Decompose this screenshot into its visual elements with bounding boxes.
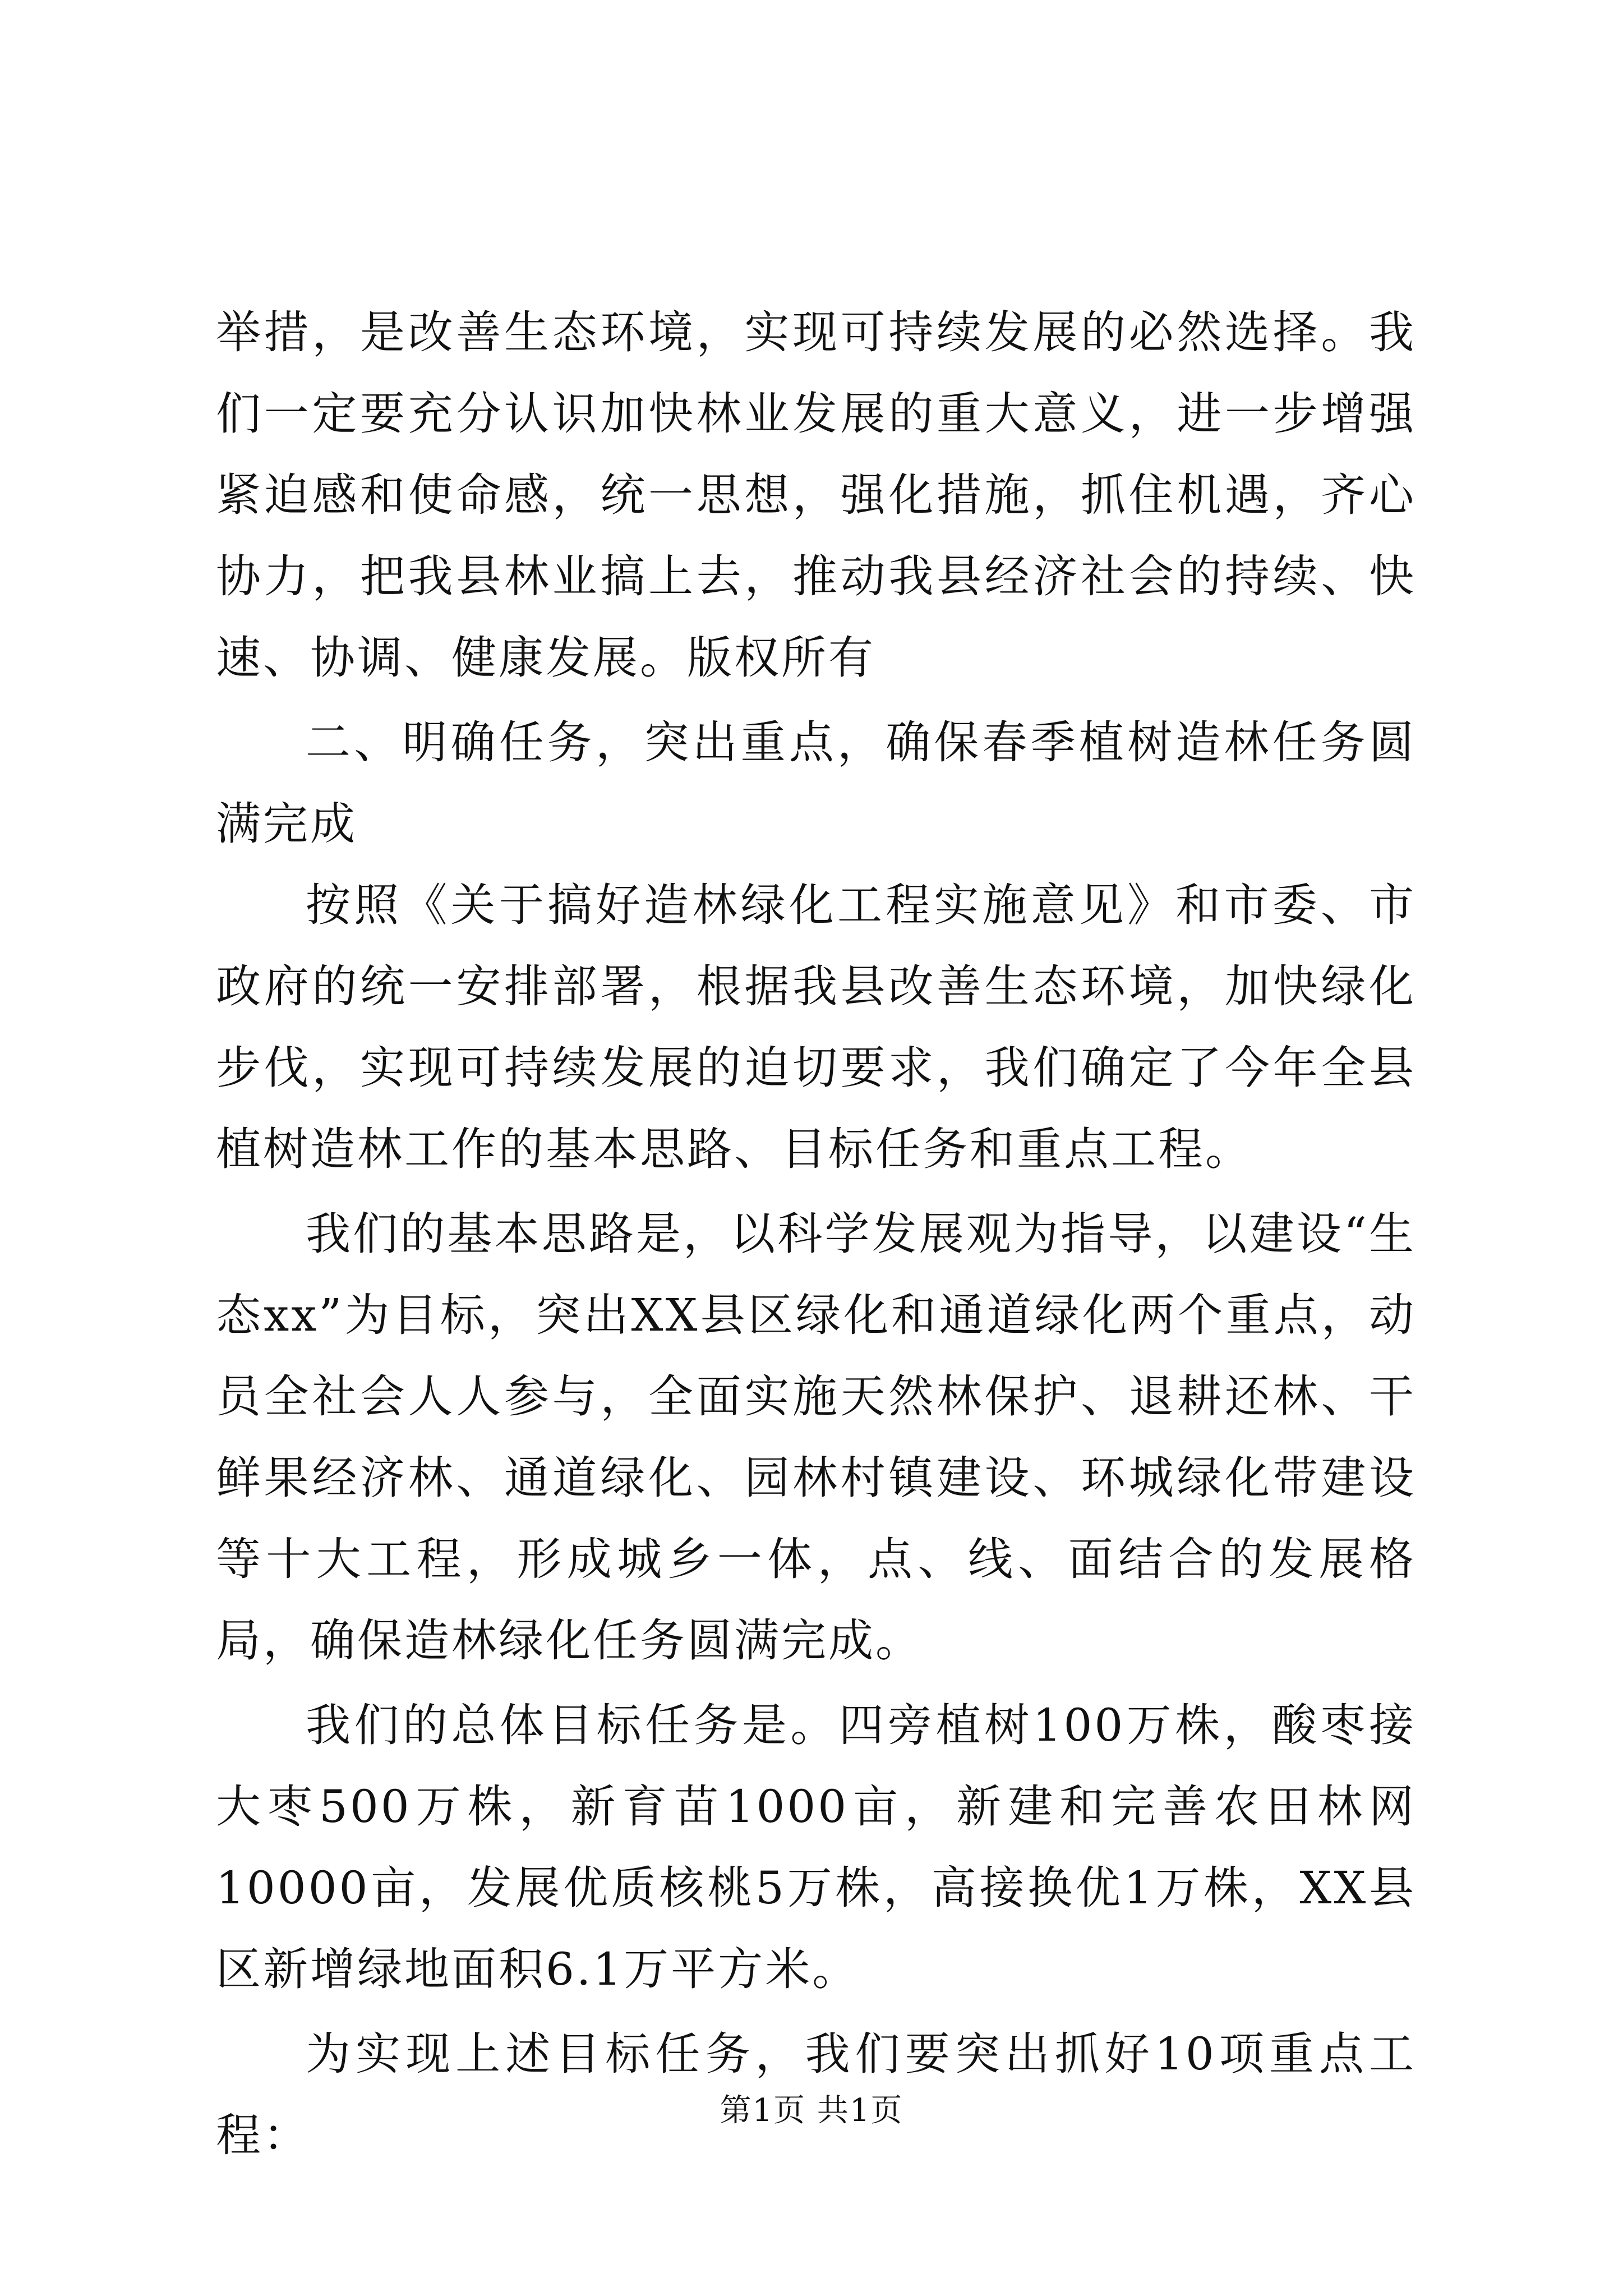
paragraph-implementation: 按照《关于搞好造林绿化工程实施意见》和市委、市政府的统一安排部署，根据我县改善生态环境，加快绿化步伐，实现可持续发展的迫切要求，我们确定了今年全县植树造林工作的基本思路、目标任务和重点工程。 [216,879,1416,1175]
paragraph-key-projects: 为实现上述目标任务，我们要突出抓好10项重点工程： [216,2028,1416,2161]
document-body [216,292,1416,2176]
paragraph-continuation: 举措，是改善生态环境，实现可持续发展的必然选择。我们一定要充分认识加快林业发展的重大意义，进一步增强紧迫感和使命感，统一思想，强化措施，抓住机遇，齐心协力，把我县林业搞上去，推动我县经济社会的持续、快速、协调、健康发展。版权所有 [216,306,1416,684]
page-footer: 第1页 共1页 [720,2092,903,2129]
section-heading: 二、明确任务，突出重点，确保春季植树造林任务圆满完成 [216,716,1416,850]
paragraph-basic-approach: 我们的基本思路是，以科学发展观为指导，以建设“生态xx”为目标，突出XX县区绿化和通道绿化两个重点，动员全社会人人参与，全面实施天然林保护、退耕还林、干鲜果经济林、通道绿化、园林村镇建设、环城绿化带建设等十大工程，形成城乡一体，点、线、面结合的发展格局，确保造林绿化任务圆满完成。 [216,1208,1416,1667]
paragraph-overall-targets: 我们的总体目标任务是。四旁植树100万株，酸枣接大枣500万株，新育苗1000亩，新建和完善农田林网10000亩，发展优质核桃5万株，高接换优1万株，XX县区新增绿地面积6.1万平方米。 [216,1699,1416,1995]
